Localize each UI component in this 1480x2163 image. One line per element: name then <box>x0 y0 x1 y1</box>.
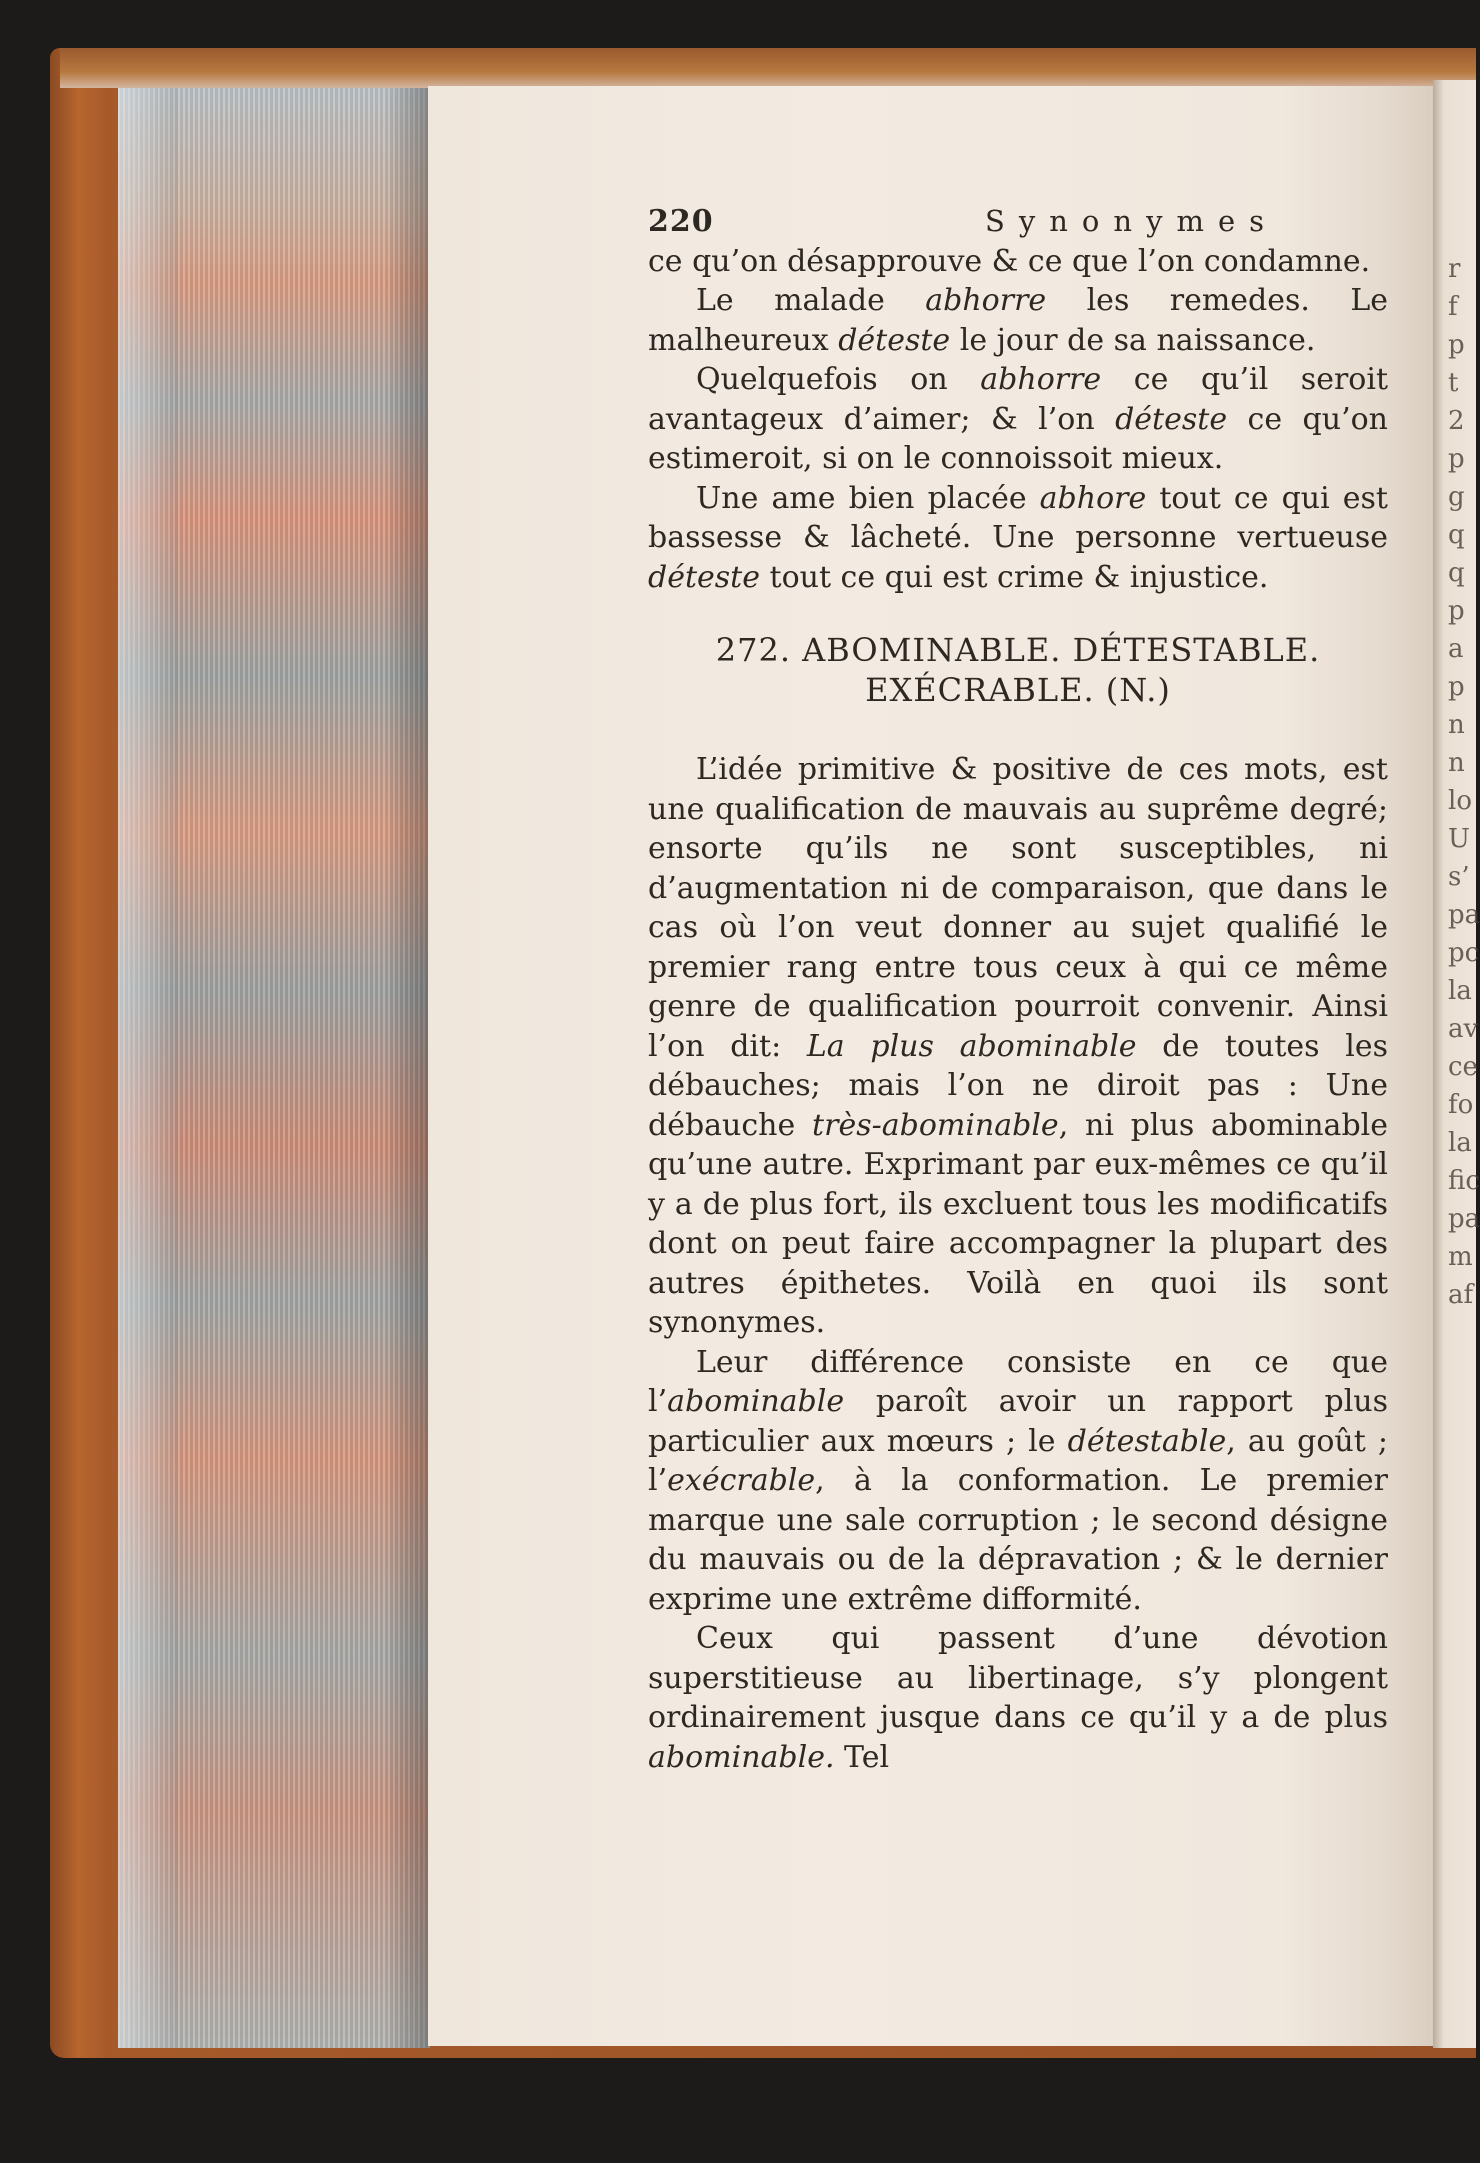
continuation-line: ce qu’on désapprouve & ce que l’on condamne. <box>648 243 1371 279</box>
book-top-edge <box>60 48 1476 88</box>
next-page-fragment: m <box>1448 1242 1473 1272</box>
next-page-fragment: lo <box>1448 786 1472 816</box>
next-page-fragment: av <box>1448 1014 1479 1044</box>
page-text <box>648 202 1388 1777</box>
next-page-fragment: g <box>1448 482 1465 512</box>
next-page-fragment: t <box>1448 368 1459 398</box>
next-page-fragment: la <box>1448 976 1472 1006</box>
next-page-fragment: af <box>1448 1280 1474 1310</box>
next-page-fragment: p <box>1448 330 1465 360</box>
next-page-fragment: f <box>1448 292 1458 322</box>
next-page-fragment: p <box>1448 672 1465 702</box>
section-paragraph-3: Ceux qui passent d’une dévotion superstitieuse au libertinage, s’y plongent ordinairement jusque dans ce qu’il y a de plus abominable. Tel <box>648 1621 1388 1775</box>
next-page-fragment: p <box>1448 444 1465 474</box>
next-page-fragment: a <box>1448 634 1464 664</box>
section-heading <box>648 630 1388 710</box>
marbled-page-edge <box>118 88 430 2048</box>
section-heading-line-1: 272. ABOMINABLE. DÉTESTABLE. <box>715 631 1321 669</box>
next-page-fragment: q <box>1448 558 1465 588</box>
next-page-fragment: pc <box>1448 938 1480 968</box>
running-head: Synonymes <box>985 204 1278 238</box>
next-page-fragment: n <box>1448 748 1465 778</box>
next-page-fragment: fic <box>1448 1166 1480 1196</box>
section-heading-line-2: EXÉCRABLE. (N.) <box>865 671 1171 709</box>
next-page-fragment: pa <box>1448 1204 1480 1234</box>
next-page-fragment: U <box>1448 824 1470 854</box>
next-page-fragment: la <box>1448 1128 1472 1158</box>
intro-paragraph-1: Le malade abhorre les remedes. Le malheureux déteste le jour de sa naissance. <box>648 283 1388 358</box>
next-page-fragment: n <box>1448 710 1465 740</box>
next-page-fragment: p <box>1448 596 1465 626</box>
page-header <box>648 202 1388 242</box>
next-page-fragment: q <box>1448 520 1465 550</box>
next-page-fragment: 2 <box>1448 406 1465 436</box>
next-page-fragment: s’ <box>1448 862 1470 892</box>
next-page-fragment: fo <box>1448 1090 1474 1120</box>
section-paragraph-1: L’idée primitive & positive de ces mots, est une qualification de mauvais au suprême degré; ensorte qu’ils ne sont susceptibles, ni d’augmentation ni de comparaison, que dans le cas où l’on veut donner au sujet qualifié le premier rang entre tous ceux à qui ce même genre de qualification pourroit convenir. Ainsi l’on dit: La plus abominable de toutes les débauches; mais l’on ne diroit pas : Une débauche très-abominable, ni plus abominable qu’une autre. Exprimant par eux-mêmes ce qu’il y a de plus fort, ils excluent tous les modificatifs dont on peut faire accompagner la plupart des autres épithetes. Voilà en quoi ils sont synonymes. <box>648 752 1388 1340</box>
next-page-fragment: pa <box>1448 900 1480 930</box>
page-number: 220 <box>648 204 714 239</box>
next-page-fragment: r <box>1448 254 1461 284</box>
intro-paragraph-2: Quelquefois on abhorre ce qu’il seroit avantageux d’aimer; & l’on déteste ce qu’on estimeroit, si on le connoissoit mieux. <box>648 362 1388 476</box>
next-page-text-fragments <box>1448 250 1480 1314</box>
section-paragraph-2: Leur différence consiste en ce que l’abominable paroît avoir un rapport plus particulier aux mœurs ; le détestable, au goût ; l’exécrable, à la conformation. Le premier marque une sale corruption ; le second désigne du mauvais ou de la dépravation ; & le dernier exprime une extrême difformité. <box>648 1344 1388 1617</box>
intro-paragraph-3: Une ame bien placée abhore tout ce qui est bassesse & lâcheté. Une personne vertueuse déteste tout ce qui est crime & injustice. <box>648 480 1388 595</box>
next-page-fragment: ce <box>1448 1052 1478 1082</box>
